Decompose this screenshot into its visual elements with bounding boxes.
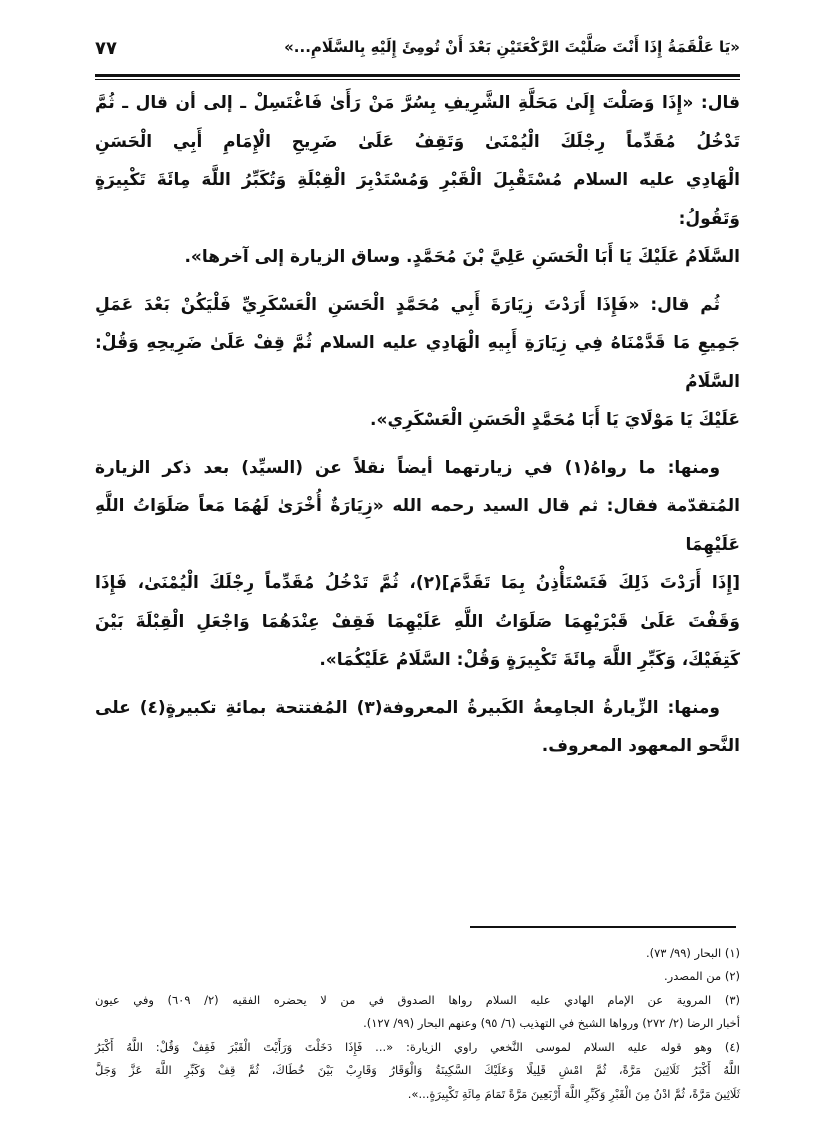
- text-line: المُتقدّمة فقال: ثم قال السيد رحمه الله «زِيَارَةٌ أُخْرَىٰ لَهُمَا مَعاً صَلَوَاتُ اللَّهِ عَلَيْهِمَا: [95, 496, 740, 555]
- text-line: عَلَيْكَ يَا مَوْلَايَ يَا أَبَا مُحَمَّدٍ الْحَسَنِ الْعَسْكَرِي».: [370, 410, 740, 430]
- footnote-separator: [470, 926, 736, 928]
- running-header: [95, 38, 740, 68]
- page-number: ٧٧: [95, 38, 117, 59]
- footnote-1: (١) البحار (٩٩/ ٧٣).: [645, 945, 740, 960]
- footnote-4-cont: ثَلَاثِينَ مَرَّةً، ثُمَّ ادْنُ مِنَ الْقَبْرِ وَكَبِّرِ اللَّهَ أَرْبَعِينَ مَرَّةً تَمَامَ مِائَةِ تَكْبِيرَةٍ...».: [407, 1086, 740, 1101]
- footnote-4-cont: اللَّهُ أَكْبَرُ ثَلَاثِينَ مَرَّةً، ثُمَّ امْشِ قَلِيلًا وَعَلَيْكَ السَّكِينَةُ وَالْوَقَارُ وَقَارِبْ بَيْنَ خُطَاكَ، ثُمَّ قِفْ وَكَبِّرِ اللَّهَ عَزَّ وَجَلَّ: [95, 1063, 740, 1077]
- header-rule: [95, 74, 740, 77]
- paragraph-1: [95, 84, 740, 277]
- section-keyword: ومنها: [674, 697, 720, 718]
- paragraph-4: [95, 689, 740, 766]
- text-line: [95, 689, 740, 728]
- footnote-3: (٣) المروية عن الإمام الهادي عليه السلام رواها الصدوق في من لا يحضره الفقيه (٢/ ٦٠٩) وفي عيون: [95, 992, 740, 1007]
- header-title: «يَا عَلْقَمَةُ إِذَا أَنْتَ صَلَّيْتَ الرَّكْعَتَيْنِ بَعْدَ أَنْ تُومِئَ إِلَيْهِ بِالسَّلَامِ...»: [284, 38, 740, 56]
- text-line: وَقَفْتَ عَلَىٰ قَبْرَيْهِمَا صَلَوَاتُ اللَّهِ عَلَيْهِمَا فَقِفْ عِنْدَهُمَا وَاجْعَلِ الْقِبْلَةَ بَيْنَ: [95, 611, 740, 632]
- text-line: ثُم قال: «فَإِذَا أَرَدْتَ زِيَارَةَ أَبِي مُحَمَّدٍ الْحَسَنِ الْعَسْكَرِيِّ فَلْيَكُنْ بَعْدَ عَمَلِ: [95, 294, 720, 315]
- header-rule-thin: [95, 79, 740, 80]
- text-span: : ما رواهُ(١) في زيارتهما أيضاً نقلاً عن (السيِّد) بعد ذكر الزيارة: [95, 457, 675, 478]
- text-line: تَدْخُلُ مُقَدِّماً رِجْلَكَ الْيُمْنَىٰ وَتَقِفُ عَلَىٰ ضَرِيحِ الْإِمَامِ أَبِي الْحَسَنِ: [95, 131, 740, 152]
- paragraph-3: [95, 449, 740, 680]
- footnote-4: (٤) وهو قوله عليه السلام لموسى النَّخعي راوي الزيارة: «... فَإِذَا دَخَلْتَ وَرَأَيْتَ الْقَبْرَ فَقِفْ وَقُلْ: اللَّهُ أَكْبَرُ: [95, 1039, 740, 1054]
- footnotes: [95, 942, 740, 1107]
- text-line: قال: «إِذَا وَصَلْتَ إِلَىٰ مَحَلَّةِ الشَّرِيفِ بِسُرَّ مَنْ رَأَىٰ فَاغْتَسِلْ ـ إلى أن قال ـ ثُمَّ: [95, 93, 740, 113]
- text-line: السَّلَامُ عَلَيْكَ يَا أَبَا الْحَسَنِ عَلِيَّ بْنَ مُحَمَّدٍ. وساق الزيارة إلى آخرها».: [184, 247, 740, 267]
- footnote-3-cont: أخبار الرضا (٢/ ٢٧٢) ورواها الشيخ في التهذيب (٦/ ٩٥) وعنهم البحار (٩٩/ ١٢٧).: [363, 1016, 740, 1030]
- book-page: [95, 38, 740, 1106]
- text-line: [95, 449, 740, 488]
- text-line: النَّحو المعهود المعروف.: [541, 736, 740, 756]
- text-line: كَتِفَيْكَ، وَكَبِّرِ اللَّهَ مِائَةَ تَكْبِيرَةٍ وَقُلْ: السَّلَامُ عَلَيْكُمَا».: [319, 650, 740, 670]
- paragraph-2: [95, 286, 740, 440]
- footnote-2: (٢) من المصدر.: [664, 969, 740, 983]
- text-line: الْهَادِي عليه السلام مُسْتَقْبِلَ الْقَبْرِ وَمُسْتَدْبِرَ الْقِبْلَةِ وَتُكَبِّرُ اللَّهَ مِائَةَ تَكْبِيرَةٍ وَتَقُولُ:: [95, 170, 740, 229]
- section-keyword: ومنها: [674, 457, 721, 478]
- text-span: : الزِّيارةُ الجامِعةُ الكَبيرةُ المعروفة(٣) المُفتتحة بمائةِ تكبيرةٍ(٤) على: [95, 697, 675, 718]
- text-line: جَمِيعِ مَا قَدَّمْنَاهُ فِي زِيَارَةِ أَبِيهِ الْهَادِي عليه السلام ثُمَّ قِفْ عَلَىٰ ضَرِيحِهِ وَقُلْ: السَّلَامُ: [95, 333, 740, 392]
- text-line: [إِذَا أَرَدْتَ ذَلِكَ فَتَسْتَأْذِنُ بِمَا تَقَدَّمَ](٢)، ثُمَّ تَدْخُلُ مُقَدِّماً رِجْلَكَ الْيُمْنَىٰ، فَإِذَا: [95, 573, 740, 593]
